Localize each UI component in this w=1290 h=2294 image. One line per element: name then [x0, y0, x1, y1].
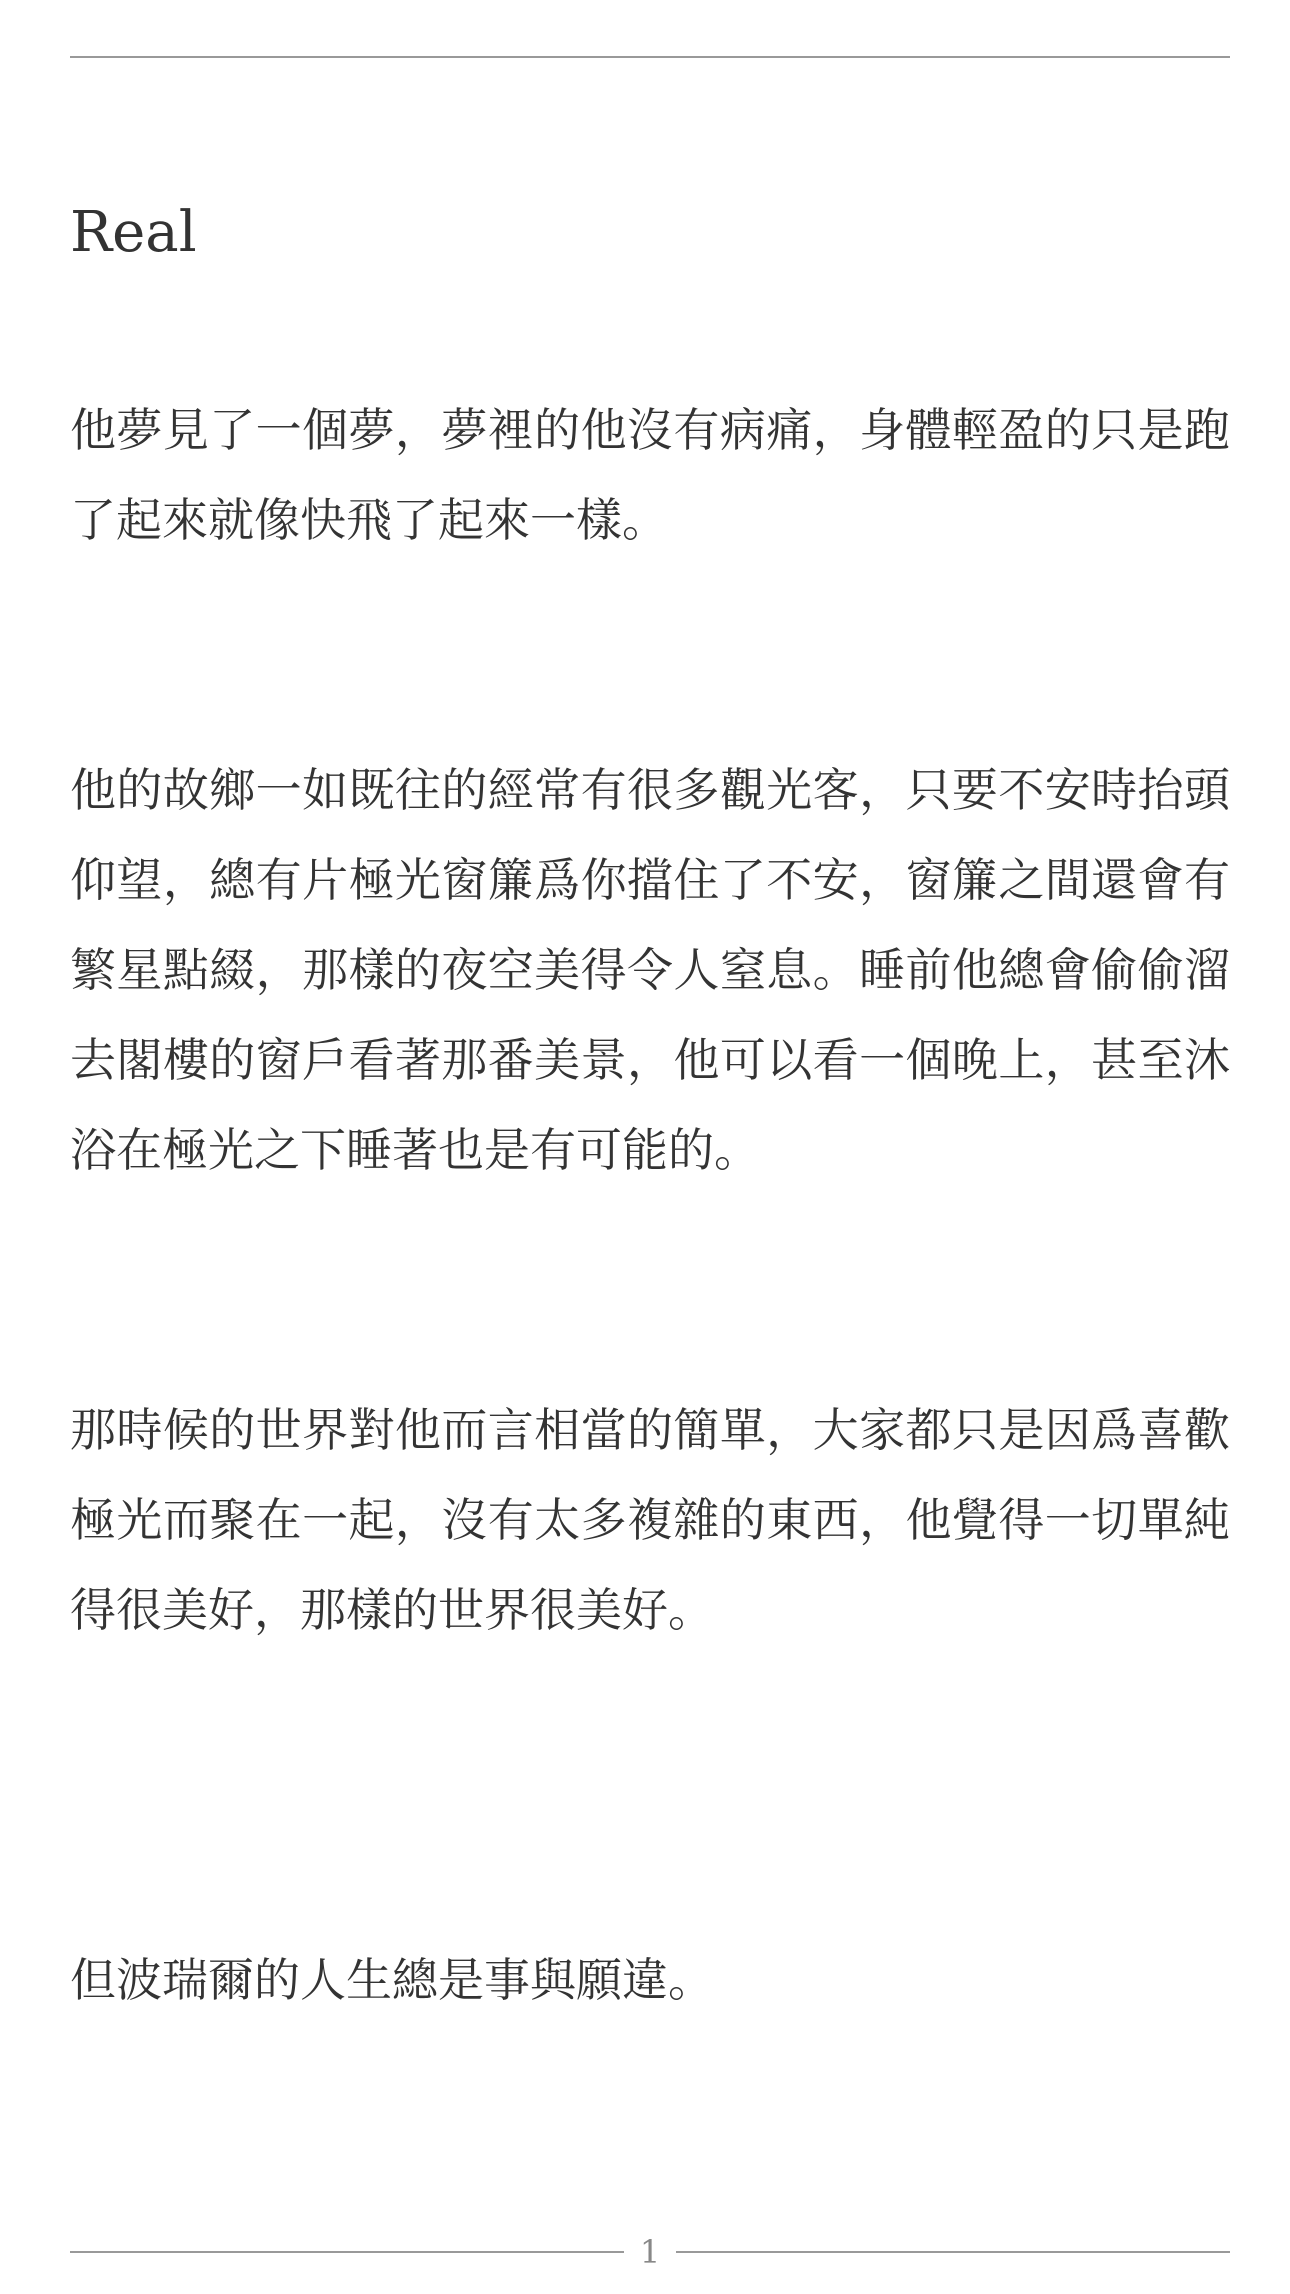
footer-divider-right — [676, 2251, 1230, 2253]
paragraph-3: 那時候的世界對他而言相當的簡單，大家都只是因爲喜歡極光而聚在一起，沒有太多複雜的東西，他覺得一切單純得很美好，那樣的世界很美好。 — [70, 1403, 1230, 1637]
top-divider — [70, 56, 1230, 58]
page-number: 1 — [639, 2233, 661, 2271]
paragraph-2: 他的故鄉一如既往的經常有很多觀光客，只要不安時抬頭仰望，總有片極光窗簾爲你擋住了不安，窗簾之間還會有繁星點綴，那樣的夜空美得令人窒息。睡前他總會偷偷溜去閣樓的窗戶看著那番美景，他可以看一個晚上，甚至沐浴在極光之下睡著也是有可能的。 — [70, 763, 1230, 1177]
page-footer — [70, 2230, 1230, 2274]
paragraph-4: 但波瑞爾的人生總是事與願違。 — [70, 1953, 714, 2007]
paragraph-1: 他夢見了一個夢，夢裡的他沒有病痛，身體輕盈的只是跑了起來就像快飛了起來一樣。 — [70, 403, 1230, 547]
footer-divider-left — [70, 2251, 624, 2253]
chapter-title: Real — [70, 200, 197, 265]
